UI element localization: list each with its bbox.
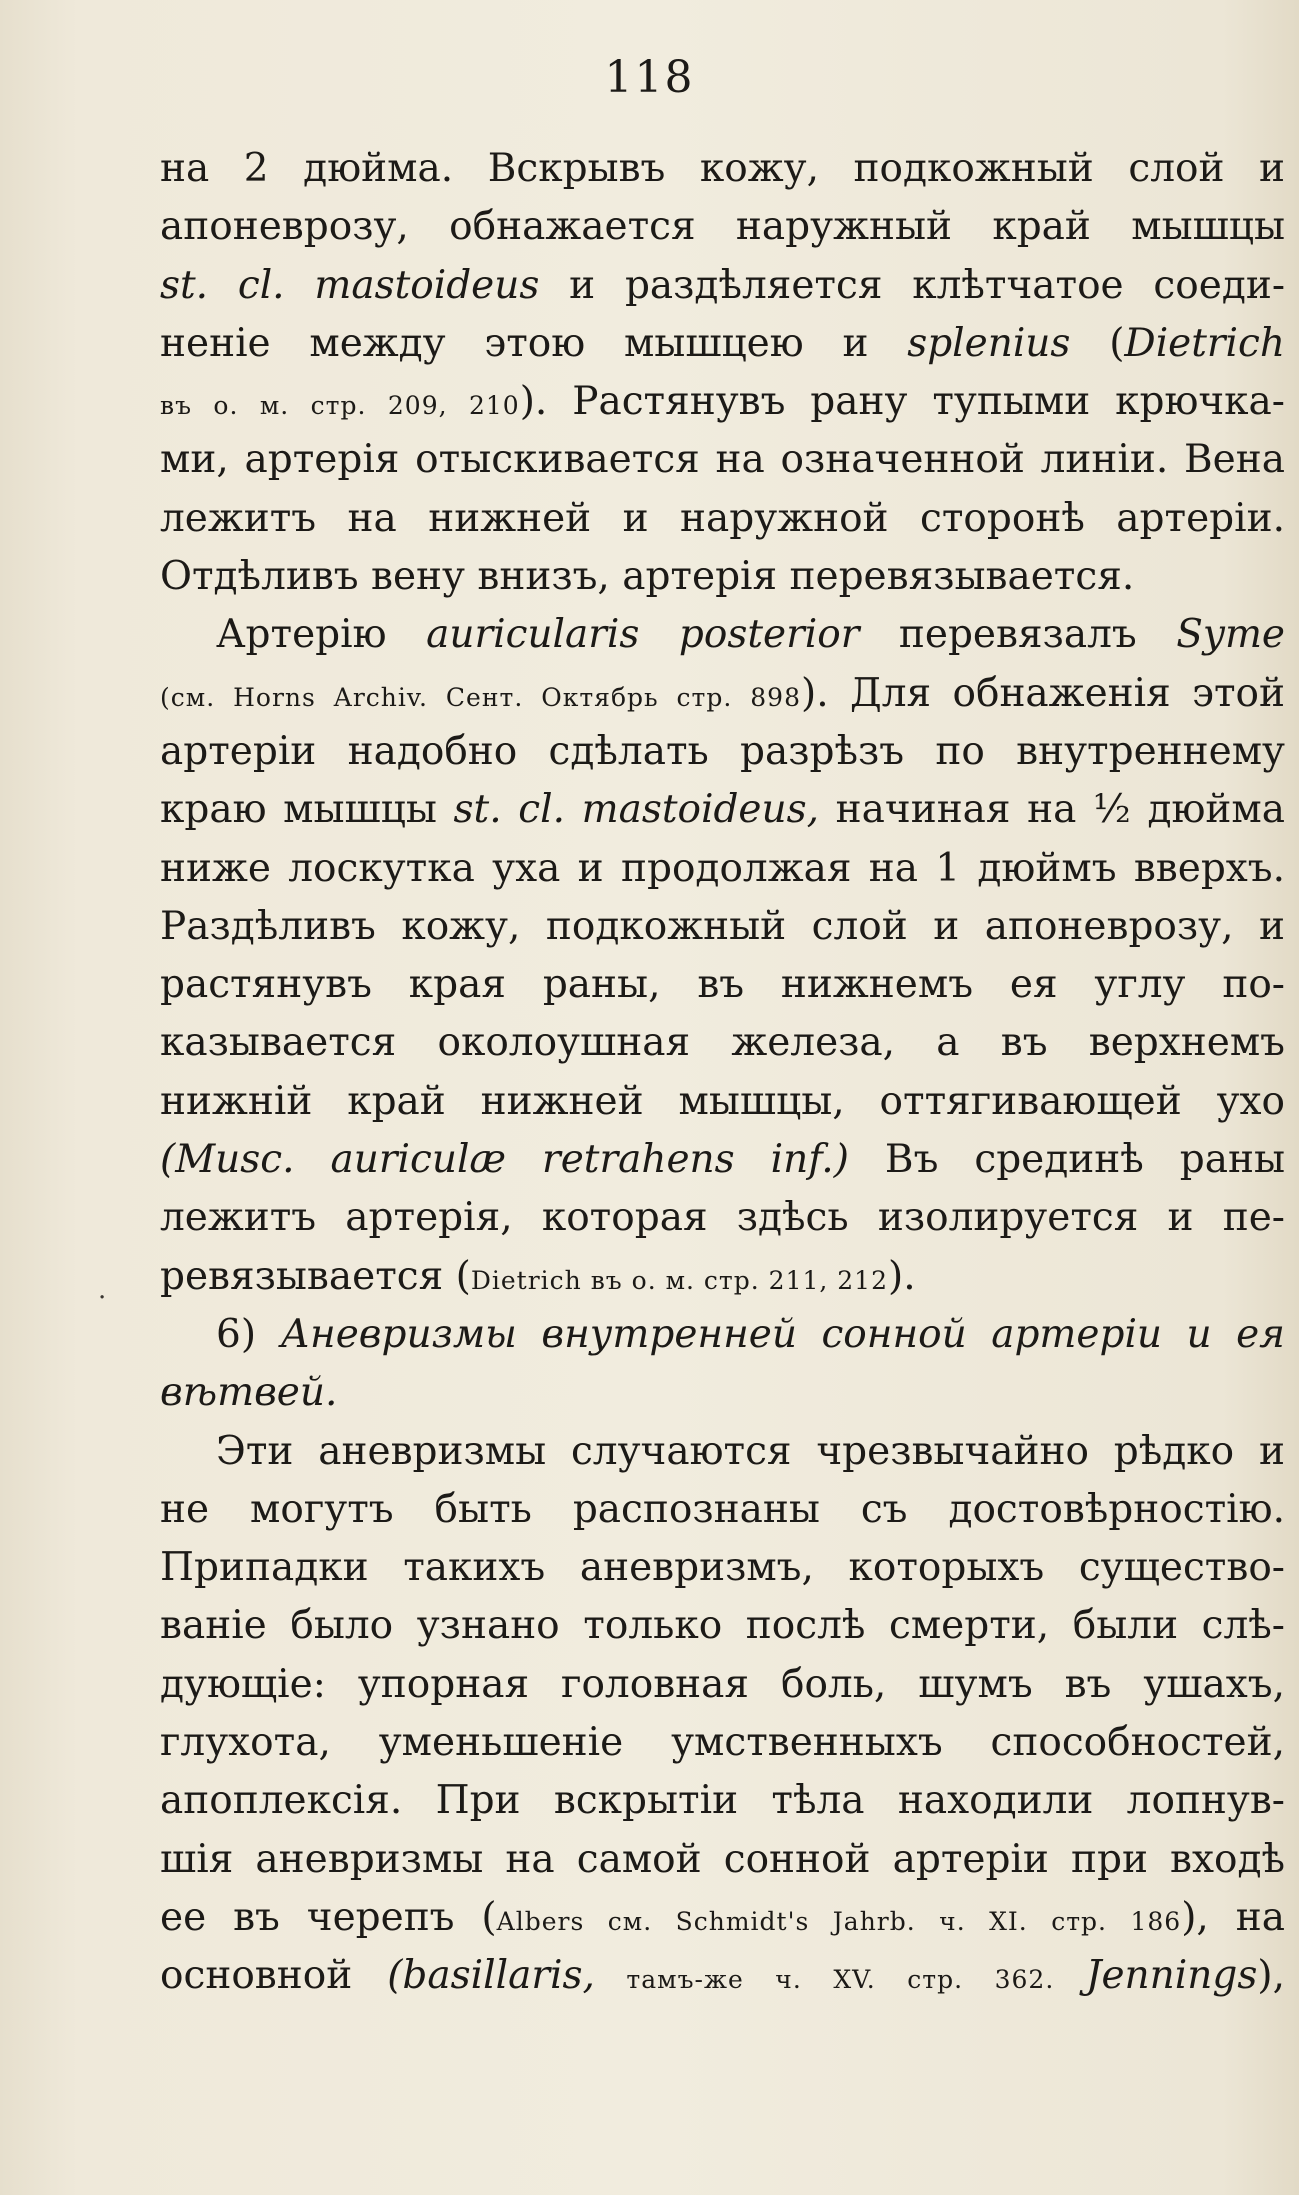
text-run: казывается околоушная железа, а въ верхнемъ (160, 1020, 1285, 1066)
text-line (160, 257, 1285, 315)
italic-text: Syme (1176, 612, 1285, 658)
text-line (160, 315, 1285, 373)
text-run: ), (1257, 1953, 1285, 1999)
italic-text: st. cl. mastoideus, (453, 787, 820, 833)
text-run: основной (160, 1953, 388, 1999)
text-line (160, 548, 1285, 606)
margin-dot: · (98, 1283, 107, 1313)
text-line (160, 781, 1285, 839)
text-line (160, 1306, 1285, 1364)
text-line (160, 1014, 1285, 1072)
text-line (160, 1889, 1285, 1947)
text-run: перевязалъ (859, 612, 1177, 658)
text-line (160, 1597, 1285, 1655)
text-run: дующіе: упорная головная боль, шумъ въ ушахъ, (160, 1661, 1285, 1707)
text-run: апоневрозу, обнажается наружный край мышцы (160, 204, 1285, 250)
reference-text: Dietrich въ о. м. стр. 211, 212 (470, 1265, 888, 1295)
text-line (160, 723, 1285, 781)
page-number: 118 (604, 52, 695, 103)
text-line (160, 1423, 1285, 1481)
text-line (160, 198, 1285, 256)
reference-text: Albers см. Schmidt's Jahrb. ч. XI. стр. 186 (496, 1906, 1182, 1936)
text-run: и раздѣляется клѣтчатое соеди- (539, 262, 1285, 308)
text-line (160, 431, 1285, 489)
text-run: не могутъ быть распознаны съ достовѣрностію. (160, 1486, 1285, 1532)
italic-text: Jennings (1085, 1953, 1258, 1999)
text-line (160, 1772, 1285, 1830)
italic-text: splenius (907, 320, 1071, 366)
text-line (160, 1248, 1285, 1306)
text-line (160, 1831, 1285, 1889)
text-run: краю мышцы (160, 787, 454, 833)
text-run: ). (888, 1253, 916, 1299)
text-line (160, 1656, 1285, 1714)
text-run: 6) (216, 1311, 281, 1357)
text-run: ). Растянувъ рану тупыми крючка- (519, 379, 1285, 425)
text-run: ми, артерія отыскивается на означенной линіи. Вена (160, 437, 1285, 483)
text-line (160, 1364, 1285, 1422)
body-text (160, 140, 1285, 2006)
text-run: на 2 дюйма. Вскрывъ кожу, подкожный слой и (160, 146, 1285, 191)
text-line (160, 665, 1285, 723)
reference-text: (см. Horns Archiv. Сент. Октябрь стр. 898 (160, 682, 801, 712)
text-run: глухота, уменьшеніе умственныхъ способностей, (160, 1720, 1285, 1766)
text-run: ваніе было узнано только послѣ смерти, были слѣ- (160, 1603, 1285, 1649)
text-run: ее въ черепъ ( (160, 1894, 497, 1940)
text-line (160, 606, 1285, 664)
text-run: Раздѣливъ кожу, подкожный слой и апоневрозу, и (160, 903, 1285, 949)
text-line (160, 1131, 1285, 1189)
reference-text: тамъ-же ч. XV. стр. 362. (594, 1965, 1086, 1995)
italic-text: вѣтвей. (160, 1370, 338, 1416)
text-line (160, 840, 1285, 898)
text-run: артеріи надобно сдѣлать разрѣзъ по внутреннему (160, 728, 1285, 774)
text-line (160, 898, 1285, 956)
text-run: ниже лоскутка уха и продолжая на 1 дюймъ вверхъ. (160, 845, 1285, 891)
reference-text: въ о. м. стр. 209, 210 (160, 391, 520, 421)
text-run: лежитъ артерія, которая здѣсь изолируется и пе- (160, 1195, 1285, 1241)
text-line (160, 956, 1285, 1014)
text-line (160, 1539, 1285, 1597)
italic-text: Dietrich (1124, 320, 1285, 366)
italic-text: (basillaris, (387, 1953, 595, 1999)
text-run: нижній край нижней мышцы, оттягивающей ухо (160, 1078, 1285, 1124)
text-run: Артерію (216, 612, 427, 658)
text-line (160, 1714, 1285, 1772)
text-run: ( (1070, 320, 1125, 366)
text-run: ). Для обнаженія этой (801, 670, 1285, 716)
text-line (160, 373, 1285, 431)
italic-text: Аневризмы внутренней сонной артеріи и ея (280, 1311, 1285, 1357)
text-run: лежитъ на нижней и наружной сторонѣ артеріи. (160, 495, 1285, 541)
text-run: шія аневризмы на самой сонной артеріи при входѣ (160, 1836, 1285, 1882)
italic-text: auricularis posterior (426, 612, 860, 658)
text-line (160, 490, 1285, 548)
text-run: начиная на ½ дюйма (819, 787, 1285, 833)
text-run: Въ срединѣ раны (848, 1137, 1285, 1183)
italic-text: (Musc. auriculæ retrahens inf.) (160, 1137, 849, 1183)
italic-text: st. cl. mastoideus (160, 262, 540, 308)
text-line (160, 140, 1285, 198)
text-run: неніе между этою мышцею и (160, 320, 908, 366)
text-line (160, 1481, 1285, 1539)
text-line (160, 1189, 1285, 1247)
text-run: ), на (1181, 1894, 1285, 1940)
text-run: ревязывается ( (160, 1253, 471, 1299)
text-run: Отдѣливъ вену внизъ, артерія перевязывается. (160, 554, 1135, 600)
text-run: Припадки такихъ аневризмъ, которыхъ существо- (160, 1545, 1285, 1591)
text-line (160, 1947, 1285, 2005)
text-run: Эти аневризмы случаются чрезвычайно рѣдко и (216, 1428, 1285, 1474)
text-run: растянувъ края раны, въ нижнемъ ея углу по- (160, 962, 1285, 1008)
text-line (160, 1073, 1285, 1131)
text-run: апоплексія. При вскрытіи тѣла находили лопнув- (160, 1778, 1285, 1824)
